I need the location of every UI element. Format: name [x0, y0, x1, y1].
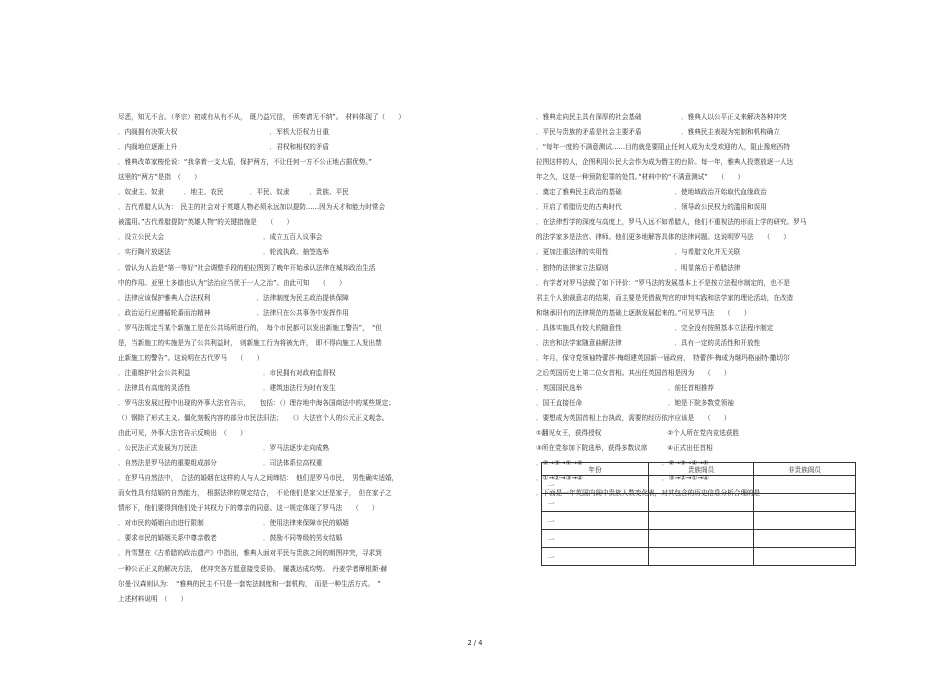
- text-line: 由此可见，外事大法官告示反映出 （ ）: [118, 429, 247, 438]
- table-cell: [754, 512, 856, 530]
- text-line: （）钢除了形式主义、僵化刻板内容的部分市民法旧法； （）大法官个人的公元正义观念。: [118, 414, 389, 422]
- text-line: ．下面是一年英国内阁中贵族人数变化表，对其包含的历史信息分析合理的是: [536, 489, 761, 498]
- text-line: 止新施工的警告”。这说明在古代罗马 （ ）: [118, 353, 264, 362]
- text-line: 的法学家多是法官、律师。他们更多地解答具体的法律问题。这说明罗马法 （ ）: [536, 233, 790, 242]
- table-cell: [649, 548, 754, 566]
- text-line: 被滥用。”古代希腊提防“英雄人物”的关键措施是 （ ）: [118, 218, 294, 227]
- text-line: ．要求市民的婚姻关系中尊亲敬老 ．鼓励不同等级的男女结婚: [118, 534, 343, 543]
- text-line: 情形下，他们要得到他们处于其权力下的尊亲的同意。这一规定体现了罗马法 （ ）: [118, 504, 379, 513]
- table-cell: 一: [542, 512, 649, 530]
- text-line: ．法律应该保护雅典人合法权利 ．法律制度为民主政治提供保障: [118, 293, 349, 302]
- table-cell: [754, 494, 856, 512]
- text-line: ．注重维护社会公共利益 ．市民拥有对政府监督权: [118, 368, 336, 377]
- text-line: ．曾认为人治是“第一等好”社会调整手段的柏拉图到了晚年开始承认法律在城邦政治生活: [118, 263, 376, 272]
- text-line: 尽恶，知无不言。（孝宗）初或有从有不从， 既乃益冗信， 所奏请无不纳”。 材料体现了（ ）: [118, 113, 405, 121]
- text-line: ．罗马法发展过程中出现的外事大法官告示， 包括：（）理存地中海各国商法中的某些规定；: [118, 398, 395, 407]
- text-line: ．要想成为英国首相上台执政，需要的经历依序应该是 （ ）: [536, 414, 731, 422]
- text-line: ．设立公民大会 ．成立五百人议事会: [118, 233, 323, 242]
- text-line: ．②→③→①→④ ．②→③→④→①: [536, 459, 709, 468]
- text-line: ．“每年一度的不满意测试……目的就是要阻止任何人成为太受欢迎的人，阻止豫庭西特: [536, 143, 790, 152]
- text-line: 上述材料说明 （ ）: [118, 594, 188, 603]
- text-line: ．公民法正式发展为万民法 ．罗马法逐步走向成熟: [118, 444, 329, 453]
- text-line: ．政治运行应遵循轮番而治精神 ．法律只在公共事务中发挥作用: [118, 308, 349, 317]
- text-line: ．雅典改革家梭伦说：“我拿着一支大盾，保护两方，不让任何一方不公正地占据优势。”: [118, 158, 373, 167]
- table-cell: [754, 530, 856, 548]
- table-row: [542, 512, 856, 530]
- text-line: 尔曼·汉森则认为： “雅典的民主不只是一套宪法制度和一套机构， 而是一种生活方式。 ”: [118, 579, 381, 588]
- text-line: ．英国国民选举 ．前任首相推荐: [536, 383, 715, 392]
- text-line: ．肖雪慧在《古希腊的政治遗产》中指出，雅典人面对平民与贵族之间的朗图冲突，寻求到: [118, 549, 382, 558]
- text-line: 拉图这样的人，企图利用公民大会作为成为僭主的台阶。每一年，雅典人投票放逐一人达: [536, 158, 794, 167]
- text-line: ．更加注重法律的实用性 ．与希腊文化并无关联: [536, 248, 741, 257]
- text-line: ．法律具有高度的灵活性 ．建筑违法行为时有发生: [118, 383, 336, 392]
- table-cell: [649, 512, 754, 530]
- text-line: ．开启了希腊历史的古典时代 ．领导政公民权力的滥用和误用: [536, 203, 767, 212]
- text-line: ．对市民的婚姻自由进行限制 ．使用法律来保障市民的婚姻: [118, 519, 349, 528]
- text-line: 年之久，这是一种预防犯罪的处罚。”材料中的“不满意测试” （ ）: [536, 173, 745, 182]
- text-line: 和继承旧有的法律规范的基础上逐渐发展起来的。”可见罗马法 （ ）: [536, 308, 751, 317]
- table-header-row: [542, 463, 856, 476]
- table-cell: [649, 494, 754, 512]
- text-line: ．有学者对罗马法做了如下评价：“罗马法的发展基本上不是按立法程序制定的，也不是: [536, 278, 790, 287]
- table-cell: [649, 530, 754, 548]
- text-line: ．国王直接任命 ．她是下院多数党领袖: [536, 398, 734, 407]
- text-line: ．奴隶主、奴隶 ．地主、农民 ．平民、奴隶 ．贵族、平民: [118, 188, 349, 197]
- table-header-cell: 非贵族阁员: [754, 463, 856, 476]
- cabinet-table: [541, 462, 856, 566]
- text-line: ．法官和法学家随意曲解法律 ．具有一定的灵活性和开放性: [536, 338, 761, 347]
- table-header-cell: 贵族阁员: [649, 463, 754, 476]
- text-line: ．①→②→③→④ ．③→②→①→④: [536, 474, 709, 483]
- text-line: ．独特的法律家立法原则 ．明显落后于希腊法律: [536, 263, 741, 272]
- page-number: 2 / 4: [467, 639, 483, 647]
- table-cell: [754, 476, 856, 494]
- text-line: ．年月，保守党领袖特蕾莎·梅组建英国新一届政府， 特蕾莎·梅成为继玛格丽特·撒切尔: [536, 353, 790, 362]
- table-cell: [754, 548, 856, 566]
- text-line: 而女性具有结婚的自然能力， 根据法律的规定结合， 不论他们是家父还是家子， 但在家子之: [118, 489, 392, 498]
- table-row: [542, 494, 856, 512]
- text-line: 这里的“两方”是指 （ ）: [118, 173, 201, 182]
- text-line: ．在罗马自然法中， 合法的婚姻在这样的人与人之间缔结： 他们是罗马市民， 男性确实适婚，: [118, 474, 399, 483]
- text-line: 一种公正正义的解决方法， 使冲突各方愿意接受妥协， 履袭达成均势。 丹麦学者摩根斯·赫: [118, 564, 388, 573]
- text-line: 之后英国历史上第二位女首相。其出任英国首相是因为 （ ）: [536, 368, 731, 377]
- text-line: ．内阁拥有决策大权 ．军机大臣权力日重: [118, 128, 329, 137]
- table-row: [542, 530, 856, 548]
- table-row: [542, 476, 856, 494]
- table-cell: 一: [542, 548, 649, 566]
- text-line: ．实行陶片放逐法 ．轮流执政、抽签选举: [118, 248, 329, 257]
- text-line: ．平民与贵族的矛盾是社会主要矛盾 ．雅典民主表现为宪制和机构确立: [536, 128, 780, 137]
- text-line: ．在法律哲学的深度与高度上，罗马人远不如希腊人，他们不重视法的形而上学的研究。罗马: [536, 218, 807, 227]
- table-row: [542, 548, 856, 566]
- text-line: 君主个人独裁意志的结果，而主要是凭借裁判官的审判实践和法学家的理论活动，在改造: [536, 293, 794, 302]
- table-header-cell: 年份: [542, 463, 649, 476]
- text-line: 是，当新施工的实施是为了公共利益时， 则新施工行为将被允许， 即不得向施工人发出禁: [118, 338, 382, 347]
- text-line: ．奠定了雅典民主政治的基础 ．使地域政治开始取代血缘政治: [536, 188, 767, 197]
- text-line: ．古代希腊人认为： 民主的社会对于英雄人物必须永远加以提防……因为天才和能力时常会: [118, 203, 386, 212]
- text-line: ①翻见女王，获得授权 ②个人所在党内竞选获胜: [536, 429, 740, 438]
- text-line: ．具体实施具有较大的随意性 ．完全没有按照基本立法程序制定: [536, 323, 774, 332]
- text-line: 中的作用。亚里士多德也认为“法治应当优于一人之治”。由此可知 （ ）: [118, 278, 346, 287]
- text-line: ．罗马法规定当某个新施工是在公共场所进行的， 每个市民都可以发出新施工警告”， “但: [118, 323, 382, 332]
- text-line: ．内阁地位逐渐上升 ．君权和相权的矛盾: [118, 143, 329, 152]
- table-cell: 一: [542, 494, 649, 512]
- table-cell: 一: [542, 530, 649, 548]
- table-cell: [649, 476, 754, 494]
- table-cell: 一: [542, 476, 649, 494]
- text-line: ③所在党参加下院选举，获得多数议席 ④正式出任首相: [536, 444, 713, 453]
- text-line: ．雅典走向民主具有深厚的社会基础 ．雅典人以公平正义来解决各种冲突: [536, 113, 787, 121]
- text-line: ．自然法是罗马法的重要组成部分 ．司法体系位高权重: [118, 459, 323, 468]
